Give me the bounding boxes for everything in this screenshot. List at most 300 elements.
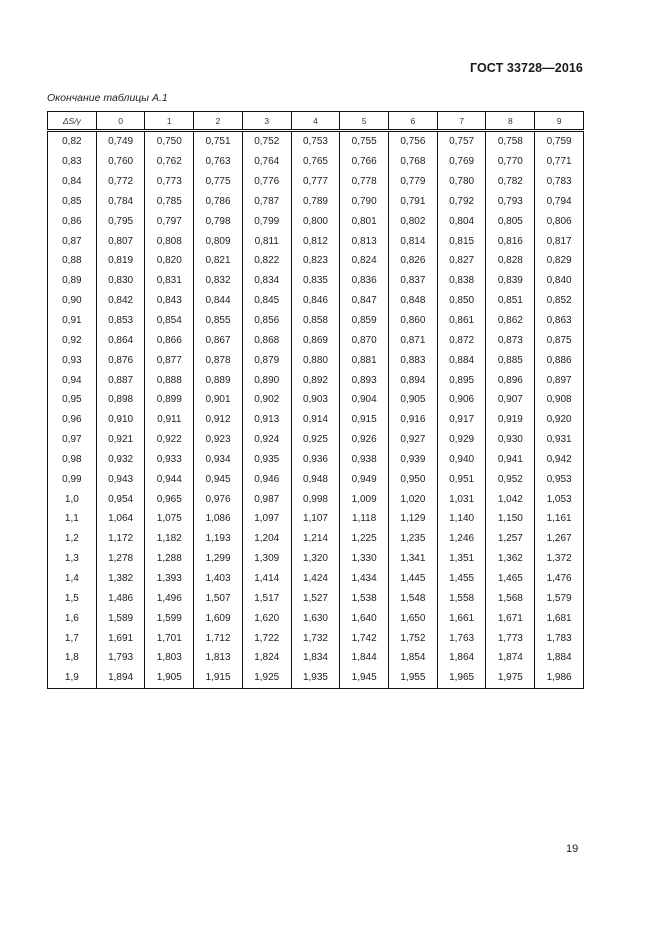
table-cell: 0,944: [145, 469, 194, 489]
table-cell: 0,756: [389, 131, 438, 152]
table-row: [48, 271, 584, 291]
table-cell: 0,768: [389, 152, 438, 172]
table-cell: 1,507: [194, 588, 243, 608]
row-key-cell: 0,82: [48, 131, 97, 152]
row-key-cell: 0,90: [48, 291, 97, 311]
table-cell: 0,921: [96, 430, 145, 450]
table-cell: 0,916: [389, 410, 438, 430]
table-cell: 0,778: [340, 172, 389, 192]
table-cell: 1,742: [340, 628, 389, 648]
table-cell: 1,214: [291, 529, 340, 549]
row-key-cell: 1,8: [48, 648, 97, 668]
table-cell: 0,801: [340, 211, 389, 231]
table-cell: 0,805: [486, 211, 535, 231]
table-row: [48, 231, 584, 251]
table-cell: 0,950: [389, 469, 438, 489]
table-cell: 1,783: [535, 628, 584, 648]
table-cell: 0,946: [242, 469, 291, 489]
table-cell: 1,925: [242, 668, 291, 688]
table-cell: 0,777: [291, 172, 340, 192]
table-cell: 1,299: [194, 549, 243, 569]
table-cell: 0,826: [389, 251, 438, 271]
table-cell: 0,920: [535, 410, 584, 430]
table-cell: 0,905: [389, 390, 438, 410]
table-cell: 1,496: [145, 588, 194, 608]
table-cell: 1,362: [486, 549, 535, 569]
table-cell: 1,894: [96, 668, 145, 688]
table-cell: 0,811: [242, 231, 291, 251]
table-cell: 1,844: [340, 648, 389, 668]
column-header-param: ΔS/γ: [48, 112, 97, 131]
table-cell: 1,712: [194, 628, 243, 648]
table-caption: Окончание таблицы А.1: [47, 92, 168, 104]
table-cell: 0,863: [535, 311, 584, 331]
table-cell: 0,913: [242, 410, 291, 430]
table-cell: 0,869: [291, 330, 340, 350]
table-row: [48, 152, 584, 172]
table-cell: 0,948: [291, 469, 340, 489]
table-cell: 0,753: [291, 131, 340, 152]
table-cell: 0,987: [242, 489, 291, 509]
table-cell: 0,910: [96, 410, 145, 430]
row-key-cell: 0,86: [48, 211, 97, 231]
table-cell: 0,875: [535, 330, 584, 350]
table-cell: 0,931: [535, 430, 584, 450]
table-cell: 0,772: [96, 172, 145, 192]
table-cell: 1,538: [340, 588, 389, 608]
table-cell: 0,866: [145, 330, 194, 350]
table-cell: 0,897: [535, 370, 584, 390]
table-cell: 0,862: [486, 311, 535, 331]
table-cell: 0,907: [486, 390, 535, 410]
table-row: [48, 569, 584, 589]
table-cell: 1,773: [486, 628, 535, 648]
table-cell: 1,172: [96, 529, 145, 549]
table-cell: 0,795: [96, 211, 145, 231]
table-cell: 0,750: [145, 131, 194, 152]
table-cell: 0,934: [194, 450, 243, 470]
column-header: 0: [96, 112, 145, 131]
row-key-cell: 0,96: [48, 410, 97, 430]
table-cell: 0,755: [340, 131, 389, 152]
table-row: [48, 450, 584, 470]
table-cell: 1,609: [194, 608, 243, 628]
table-cell: 1,351: [437, 549, 486, 569]
table-cell: 0,787: [242, 192, 291, 212]
row-key-cell: 1,3: [48, 549, 97, 569]
table-cell: 0,763: [194, 152, 243, 172]
table-cell: 0,884: [437, 350, 486, 370]
column-header: 3: [242, 112, 291, 131]
table-row: [48, 172, 584, 192]
table-cell: 0,941: [486, 450, 535, 470]
table-cell: 0,831: [145, 271, 194, 291]
table-cell: 1,630: [291, 608, 340, 628]
table-cell: 0,773: [145, 172, 194, 192]
table-cell: 0,839: [486, 271, 535, 291]
table-row: [48, 311, 584, 331]
column-header: 4: [291, 112, 340, 131]
table-cell: 0,766: [340, 152, 389, 172]
table-cell: 1,527: [291, 588, 340, 608]
table-cell: 0,850: [437, 291, 486, 311]
table-cell: 0,915: [340, 410, 389, 430]
table-cell: 0,802: [389, 211, 438, 231]
table-cell: 1,182: [145, 529, 194, 549]
table-cell: 0,816: [486, 231, 535, 251]
table-cell: 0,887: [96, 370, 145, 390]
table-cell: 0,844: [194, 291, 243, 311]
table-cell: 0,892: [291, 370, 340, 390]
table-cell: 1,589: [96, 608, 145, 628]
table-cell: 0,873: [486, 330, 535, 350]
table-cell: 0,804: [437, 211, 486, 231]
table-cell: 1,246: [437, 529, 486, 549]
table-cell: 0,806: [535, 211, 584, 231]
table-cell: 1,915: [194, 668, 243, 688]
table-cell: 1,763: [437, 628, 486, 648]
table-cell: 0,785: [145, 192, 194, 212]
table-cell: 1,150: [486, 509, 535, 529]
table-cell: 0,794: [535, 192, 584, 212]
table-cell: 0,797: [145, 211, 194, 231]
table-cell: 0,824: [340, 251, 389, 271]
table-cell: 0,779: [389, 172, 438, 192]
table-cell: 0,952: [486, 469, 535, 489]
table-cell: 1,640: [340, 608, 389, 628]
table-cell: 1,020: [389, 489, 438, 509]
table-cell: 0,917: [437, 410, 486, 430]
table-cell: 0,932: [96, 450, 145, 470]
table-body: [48, 131, 584, 689]
table-cell: 1,445: [389, 569, 438, 589]
table-cell: 1,235: [389, 529, 438, 549]
table-cell: 1,414: [242, 569, 291, 589]
table-cell: 0,790: [340, 192, 389, 212]
table-cell: 1,403: [194, 569, 243, 589]
column-header: 2: [194, 112, 243, 131]
table-cell: 1,053: [535, 489, 584, 509]
column-header: 1: [145, 112, 194, 131]
table-cell: 1,620: [242, 608, 291, 628]
table-cell: 1,517: [242, 588, 291, 608]
table-cell: 0,943: [96, 469, 145, 489]
row-key-cell: 0,93: [48, 350, 97, 370]
table-cell: 0,942: [535, 450, 584, 470]
table-row: [48, 489, 584, 509]
table-cell: 0,890: [242, 370, 291, 390]
table-cell: 0,911: [145, 410, 194, 430]
table-cell: 0,836: [340, 271, 389, 291]
table-cell: 0,894: [389, 370, 438, 390]
table-cell: 1,650: [389, 608, 438, 628]
table-cell: 0,927: [389, 430, 438, 450]
table-cell: 0,752: [242, 131, 291, 152]
table-cell: 0,853: [96, 311, 145, 331]
table-cell: 0,812: [291, 231, 340, 251]
table-cell: 0,859: [340, 311, 389, 331]
table-cell: 1,118: [340, 509, 389, 529]
table-cell: 0,845: [242, 291, 291, 311]
table-cell: 0,886: [535, 350, 584, 370]
table-cell: 0,860: [389, 311, 438, 331]
table-cell: 1,884: [535, 648, 584, 668]
table-cell: 0,835: [291, 271, 340, 291]
table-cell: 0,953: [535, 469, 584, 489]
row-key-cell: 0,98: [48, 450, 97, 470]
table-cell: 0,899: [145, 390, 194, 410]
table-row: [48, 390, 584, 410]
table-cell: 0,938: [340, 450, 389, 470]
table-cell: 1,455: [437, 569, 486, 589]
table-cell: 1,267: [535, 529, 584, 549]
table-cell: 1,732: [291, 628, 340, 648]
table-cell: 0,775: [194, 172, 243, 192]
table-cell: 0,954: [96, 489, 145, 509]
table-cell: 0,854: [145, 311, 194, 331]
table-cell: 0,965: [145, 489, 194, 509]
document-code: ГОСТ 33728—2016: [469, 61, 583, 75]
table-row: [48, 131, 584, 152]
table-cell: 0,879: [242, 350, 291, 370]
table-row: [48, 588, 584, 608]
table-cell: 1,965: [437, 668, 486, 688]
table-cell: 0,830: [96, 271, 145, 291]
table-cell: 0,807: [96, 231, 145, 251]
table-cell: 0,926: [340, 430, 389, 450]
row-key-cell: 1,6: [48, 608, 97, 628]
table-row: [48, 430, 584, 450]
table-header-row: [48, 112, 584, 131]
table-row: [48, 628, 584, 648]
table-cell: 1,225: [340, 529, 389, 549]
table-cell: 0,793: [486, 192, 535, 212]
table-cell: 0,858: [291, 311, 340, 331]
table-cell: 0,822: [242, 251, 291, 271]
table-row: [48, 291, 584, 311]
table-cell: 0,925: [291, 430, 340, 450]
table-cell: 0,789: [291, 192, 340, 212]
row-key-cell: 0,83: [48, 152, 97, 172]
page-number: 19: [566, 843, 579, 855]
table-cell: 0,843: [145, 291, 194, 311]
column-header: 5: [340, 112, 389, 131]
table-cell: 1,064: [96, 509, 145, 529]
table-cell: 0,923: [194, 430, 243, 450]
table-cell: 0,876: [96, 350, 145, 370]
row-key-cell: 1,0: [48, 489, 97, 509]
table-cell: 0,762: [145, 152, 194, 172]
table-cell: 0,864: [96, 330, 145, 350]
table-cell: 0,838: [437, 271, 486, 291]
table-cell: 0,842: [96, 291, 145, 311]
table-cell: 1,476: [535, 569, 584, 589]
table-cell: 0,820: [145, 251, 194, 271]
row-key-cell: 1,9: [48, 668, 97, 688]
table-cell: 1,864: [437, 648, 486, 668]
table-cell: 0,901: [194, 390, 243, 410]
column-header: 9: [535, 112, 584, 131]
table-cell: 0,791: [389, 192, 438, 212]
table-cell: 0,798: [194, 211, 243, 231]
table-cell: 0,764: [242, 152, 291, 172]
table-cell: 0,814: [389, 231, 438, 251]
table-cell: 0,832: [194, 271, 243, 291]
table-cell: 1,548: [389, 588, 438, 608]
table-cell: 0,906: [437, 390, 486, 410]
table-cell: 0,893: [340, 370, 389, 390]
table-cell: 0,951: [437, 469, 486, 489]
row-key-cell: 0,92: [48, 330, 97, 350]
table-cell: 1,945: [340, 668, 389, 688]
table-cell: 1,558: [437, 588, 486, 608]
table-cell: 1,193: [194, 529, 243, 549]
table-cell: 0,949: [340, 469, 389, 489]
row-key-cell: 1,5: [48, 588, 97, 608]
table-cell: 0,765: [291, 152, 340, 172]
table-cell: 0,902: [242, 390, 291, 410]
table-cell: 0,829: [535, 251, 584, 271]
table-cell: 0,945: [194, 469, 243, 489]
table-row: [48, 668, 584, 688]
table-cell: 1,031: [437, 489, 486, 509]
table-cell: 0,799: [242, 211, 291, 231]
column-header: 7: [437, 112, 486, 131]
table-cell: 0,840: [535, 271, 584, 291]
table-cell: 1,813: [194, 648, 243, 668]
table-cell: 0,903: [291, 390, 340, 410]
table-cell: 1,257: [486, 529, 535, 549]
table-row: [48, 192, 584, 212]
table-cell: 0,809: [194, 231, 243, 251]
row-key-cell: 0,88: [48, 251, 97, 271]
table-cell: 0,898: [96, 390, 145, 410]
table-cell: 1,309: [242, 549, 291, 569]
table-cell: 0,867: [194, 330, 243, 350]
table-cell: 0,877: [145, 350, 194, 370]
table-cell: 0,783: [535, 172, 584, 192]
table-cell: 0,924: [242, 430, 291, 450]
table-cell: 0,998: [291, 489, 340, 509]
table-cell: 1,161: [535, 509, 584, 529]
table-cell: 0,929: [437, 430, 486, 450]
row-key-cell: 1,1: [48, 509, 97, 529]
table-cell: 0,976: [194, 489, 243, 509]
table-cell: 1,955: [389, 668, 438, 688]
table-cell: 1,042: [486, 489, 535, 509]
table-cell: 0,815: [437, 231, 486, 251]
table-cell: 1,681: [535, 608, 584, 628]
table-cell: 1,009: [340, 489, 389, 509]
row-key-cell: 0,84: [48, 172, 97, 192]
table-row: [48, 549, 584, 569]
table-cell: 0,847: [340, 291, 389, 311]
table-cell: 0,823: [291, 251, 340, 271]
table-cell: 0,784: [96, 192, 145, 212]
table-cell: 1,278: [96, 549, 145, 569]
table-cell: 1,140: [437, 509, 486, 529]
table-cell: 0,872: [437, 330, 486, 350]
table-cell: 0,904: [340, 390, 389, 410]
table-cell: 0,846: [291, 291, 340, 311]
table-cell: 1,793: [96, 648, 145, 668]
table-cell: 0,834: [242, 271, 291, 291]
table-row: [48, 469, 584, 489]
table-cell: 0,870: [340, 330, 389, 350]
table-cell: 1,568: [486, 588, 535, 608]
table-row: [48, 211, 584, 231]
table-cell: 0,786: [194, 192, 243, 212]
table-row: [48, 330, 584, 350]
table-row: [48, 350, 584, 370]
table-cell: 0,936: [291, 450, 340, 470]
table-cell: 1,434: [340, 569, 389, 589]
table-cell: 0,922: [145, 430, 194, 450]
column-header: 6: [389, 112, 438, 131]
table-cell: 0,759: [535, 131, 584, 152]
table-cell: 0,883: [389, 350, 438, 370]
table-cell: 0,758: [486, 131, 535, 152]
table-cell: 0,792: [437, 192, 486, 212]
table-row: [48, 648, 584, 668]
table-cell: 1,424: [291, 569, 340, 589]
table-cell: 0,770: [486, 152, 535, 172]
table-cell: 0,757: [437, 131, 486, 152]
table-cell: 0,939: [389, 450, 438, 470]
row-key-cell: 0,89: [48, 271, 97, 291]
table-row: [48, 370, 584, 390]
table-cell: 1,341: [389, 549, 438, 569]
table-cell: 0,912: [194, 410, 243, 430]
table-cell: 1,752: [389, 628, 438, 648]
data-table: [47, 111, 584, 689]
table-cell: 0,769: [437, 152, 486, 172]
table-cell: 0,771: [535, 152, 584, 172]
table-cell: 1,465: [486, 569, 535, 589]
table-cell: 0,751: [194, 131, 243, 152]
table-cell: 1,824: [242, 648, 291, 668]
table-cell: 0,848: [389, 291, 438, 311]
table-cell: 0,776: [242, 172, 291, 192]
table-cell: 1,874: [486, 648, 535, 668]
table-cell: 0,933: [145, 450, 194, 470]
table-cell: 1,854: [389, 648, 438, 668]
table-cell: 0,889: [194, 370, 243, 390]
table-cell: 1,834: [291, 648, 340, 668]
table-row: [48, 251, 584, 271]
table-cell: 0,837: [389, 271, 438, 291]
table-cell: 0,828: [486, 251, 535, 271]
table-cell: 1,204: [242, 529, 291, 549]
table-cell: 1,097: [242, 509, 291, 529]
table-cell: 1,320: [291, 549, 340, 569]
table-cell: 0,871: [389, 330, 438, 350]
table-cell: 1,486: [96, 588, 145, 608]
table-cell: 0,881: [340, 350, 389, 370]
table-row: [48, 608, 584, 628]
table-cell: 0,819: [96, 251, 145, 271]
table-cell: 0,908: [535, 390, 584, 410]
table-cell: 0,813: [340, 231, 389, 251]
table-cell: 0,878: [194, 350, 243, 370]
table-cell: 1,803: [145, 648, 194, 668]
row-key-cell: 0,94: [48, 370, 97, 390]
row-key-cell: 0,91: [48, 311, 97, 331]
row-key-cell: 0,87: [48, 231, 97, 251]
table-cell: 0,827: [437, 251, 486, 271]
table-cell: 0,817: [535, 231, 584, 251]
table-cell: 0,821: [194, 251, 243, 271]
